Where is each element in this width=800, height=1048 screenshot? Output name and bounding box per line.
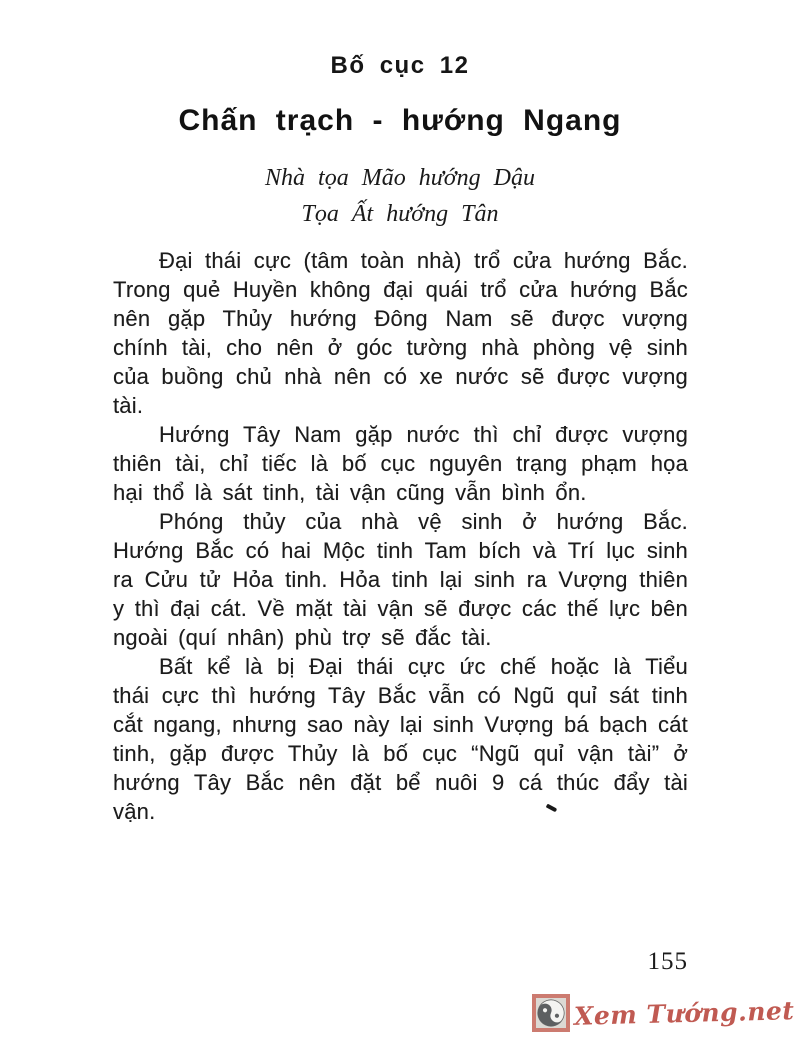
page-title: Chấn trạch - hướng Ngang (178, 104, 622, 137)
yin-yang-icon (532, 994, 570, 1032)
watermark-site-name: Xem Tướng.net (573, 995, 795, 1031)
subtitle-block (0, 160, 800, 232)
page-number: 155 (647, 948, 688, 975)
watermark (532, 994, 794, 1032)
body-paragraph-3: Phóng thủy của nhà vệ sinh ở hướng Bắc. Hướng Bắc có hai Mộc tinh Tam bích và Trí lục sinh ra Cửu tử Hỏa tinh. Hỏa tinh lại sinh ra Vượng thiên y thì đại cát. Về mặt tài vận sẽ được các thế lực bên ngoài (quí nhân) phù trợ sẽ đắc tài. (113, 509, 688, 650)
subtitle-line-2: Tọa Ất hướng Tân (301, 201, 499, 227)
section-kicker: Bố cục 12 (330, 52, 470, 79)
body-text (113, 246, 688, 826)
body-paragraph-2: Hướng Tây Nam gặp nước thì chỉ được vượng thiên tài, chỉ tiếc là bố cục nguyên trạng phạm họa hại thổ là sát tinh, tài vận cũng vẫn bình ổn. (113, 422, 688, 505)
body-paragraph-1: Đại thái cực (tâm toàn nhà) trổ cửa hướng Bắc. Trong quẻ Huyền không đại quái trổ cửa hướng Bắc nên gặp Thủy hướng Đông Nam sẽ được vượng chính tài, cho nên ở góc tường nhà phòng vệ sinh của buồng chủ nhà nên có xe nước sẽ được vượng tài. (113, 248, 688, 418)
subtitle-line-1: Nhà tọa Mão hướng Dậu (265, 165, 535, 191)
body-paragraph-4: Bất kể là bị Đại thái cực ức chế hoặc là Tiểu thái cực thì hướng Tây Bắc vẫn có Ngũ quỉ sát tinh cắt ngang, nhưng sao này lại sinh Vượng bá bạch cát tinh, gặp được Thủy là bố cục “Ngũ quỉ vận tài” ở hướng Tây Bắc nên đặt bể nuôi 9 cá thúc đẩy tài vận. (113, 654, 688, 824)
